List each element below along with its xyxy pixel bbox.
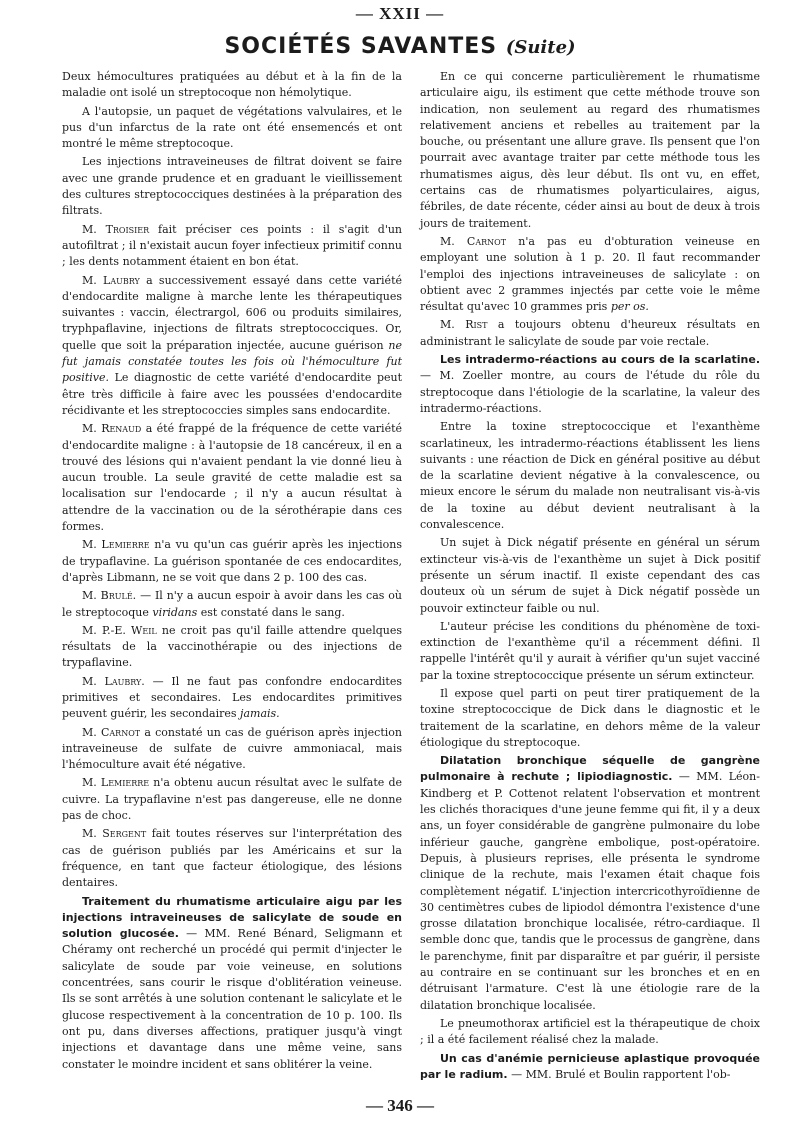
paragraph — [62, 222, 402, 271]
speaker-name: M. Laubry — [82, 273, 140, 287]
paragraph — [62, 826, 402, 891]
speaker-name: M. Rist — [440, 318, 488, 332]
paragraph-text: a successivement essayé dans cette variété d'endocardite maligne à marche lente les thérapeutiques suivantes : vaccin, électrargol, 606 ou produits similaires, tryphpaflavine, injections de filtrats streptococciques. Or, quelle que soit la préparation injectée, aucune guérison — [62, 273, 402, 352]
paragraph — [420, 1051, 760, 1084]
italic-text: ne fut jamais constatée toutes les fois où l'hémoculture fut positive. — [62, 338, 402, 385]
speaker-name: M. Lemierre — [82, 538, 150, 552]
paragraph-text: ne croit pas qu'il faille attendre quelques résultats de la vaccinothérapie ou des injections de trypaflavine. — [62, 623, 402, 670]
paragraph-text: Les injections intraveineuses de filtrat doivent se faire avec une grande prudence et en graduant le vieillissement des cultures streptococciques destinées à la préparation des filtrats. — [62, 155, 402, 218]
paragraph-heading: Traitement du rhumatisme articulaire aigu par les injections intraveineuses de salicylate de soude en solution glucosée. — [62, 894, 402, 941]
section-title-suffix: (Suite) — [505, 37, 576, 58]
speaker-name: M. Troisier — [82, 222, 150, 236]
paragraph-text: — MM. René Bénard, Seligmann et Chéramy ont recherché un procédé qui permit d'injecter le salicylate de soude par voie veineuse, en solutions concentrées, sans courir le risque d'oblitération veineuse. Ils se sont arrêtés à une solution contenant le salicylate et le glucose respectivement à la concentration de 10 p. 100. Ils ont pu, dans diverses affections, pratiquer jusqu'à vingt injections et davantage dans une même veine, sans constater le moindre incident et sans oblitérer la veine. — [62, 927, 403, 1071]
speaker-name: M. P.-E. Weil — [82, 623, 157, 637]
paragraph-text: a constaté un cas de guérison après injection intraveineuse de sulfate de cuivre ammoniacal, mais l'hémoculture avait été négative. — [62, 725, 402, 772]
paragraph-heading: Les intradermo-réactions au cours de la scarlatine. — [440, 353, 760, 367]
left-column — [62, 69, 402, 1075]
italic-text: viridans — [152, 605, 198, 619]
paragraph — [420, 234, 760, 315]
paragraph-text: fait toutes réserves sur l'interprétation des cas de guérison publiés par les Américains et sur la fréquence, en tant que facteur étiologique, des lésions dentaires. — [62, 827, 402, 890]
paragraph — [420, 352, 760, 417]
paragraph — [62, 623, 402, 672]
paragraph — [62, 104, 402, 153]
paragraph — [62, 674, 402, 723]
paragraph-text: fait préciser ces points : il s'agit d'un autofiltrat ; il n'existait aucun foyer infectieux primitif connu ; les dents notamment étaient en bon état. — [62, 222, 403, 269]
paragraph — [62, 69, 402, 102]
paragraph — [62, 273, 402, 420]
speaker-name: M. Brulé. — [82, 589, 137, 603]
paragraph-text: n'a obtenu aucun résultat avec le sulfate de cuivre. La trypaflavine n'est pas dangereuse, elle ne donne pas de choc. — [62, 776, 403, 823]
paragraph — [420, 619, 760, 684]
roman-page-number: — XXII — — [355, 4, 445, 23]
paragraph-text: A l'autopsie, un paquet de végétations valvulaires, et le pus d'un infarctus de la rate ont été ensemencés et ont montré le même streptocoque. — [62, 104, 402, 151]
paragraph — [420, 535, 760, 616]
paragraph — [62, 537, 402, 586]
paragraph — [62, 421, 402, 535]
section-title — [0, 34, 800, 59]
speaker-name: M. Carnot — [440, 234, 507, 248]
paragraph-text: n'a pas eu d'obturation veineuse en employant une solution à 1 p. 20. Il faut recommander l'emploi des injections intraveineuses de salicylate : on obtient avec 2 grammes injectés par cette voie le même résultat qu'avec 10 grammes pris — [420, 234, 761, 314]
paragraph-text: — MM. Brulé et Boulin rapportent l'ob- — [511, 1067, 731, 1081]
paragraph-heading: Un cas d'anémie pernicieuse aplastique provoquée par le radium. — [420, 1051, 760, 1081]
paragraph-text: n'a vu qu'un cas guérir après les injections de trypaflavine. La guérison spontanée de ces endocardites, d'après Libmann, ne se voit que dans 2 p. 100 des cas. — [62, 538, 402, 584]
paragraph — [62, 154, 402, 219]
paragraph — [62, 894, 402, 1073]
italic-text: per os. — [610, 300, 649, 314]
section-title-text: SOCIÉTÉS SAVANTES — [224, 34, 498, 59]
paragraph-text: Un sujet à Dick négatif présente en général un sérum extincteur vis-à-vis de l'exanthème un sujet à Dick positif présente un sérum inactif. Il existe cependant des cas douteux où un sérum de sujet à Dick négatif possède un pouvoir extincteur faible ou nul. — [420, 536, 760, 615]
speaker-name: M. Sergent — [82, 827, 147, 841]
right-column — [420, 69, 760, 1085]
paragraph-text-continued: est constaté dans le sang. — [200, 605, 345, 619]
paragraph-text: a toujours obtenu d'heureux résultats en administrant le salicylate de soude par voie rectale. — [420, 318, 760, 348]
paragraph — [420, 753, 760, 1014]
paragraph — [420, 69, 760, 232]
paragraph — [62, 725, 402, 774]
paragraph-text-continued: Le diagnostic de cette variété d'endocardite peut être très difficile à faire avec les poussées d'endocardite récidivante et les streptococcies simples sans endocardite. — [62, 371, 403, 417]
paragraph-text: Deux hémocultures pratiquées au début et à la fin de la maladie ont isolé un streptocoque non hémolytique. — [62, 70, 402, 100]
speaker-name: M. Carnot — [82, 725, 141, 739]
paragraph-text: Entre la toxine streptococcique et l'exanthème scarlatineux, les intradermo-réactions établissent les liens suivants : une réaction de Dick en général positive au début de la scarlatine devient négative à la convalescence, ou mieux encore le sérum du malade non neutralisant vis-à-vis de la toxine au début devient neutralisant à la convalescence. — [420, 420, 760, 532]
italic-text: jamais. — [240, 707, 280, 721]
paragraph-text: Le pneumothorax artificiel est la thérapeutique de choix ; il a été facilement réalisé chez la malade. — [420, 1016, 760, 1047]
paragraph-text: a été frappé de la fréquence de cette variété d'endocardite maligne : à l'autopsie de 18 cancéreux, il en a trouvé des lésions qui n'avaient pendant la vie donné lieu à aucun trouble. La seule gravité de cette maladie est sa localisation sur l'endocarde ; il n'y a aucun résultat à attendre de la vaccination ou de la sérothérapie dans ces formes. — [62, 422, 403, 534]
page-number: — 346 — — [366, 1096, 434, 1115]
paragraph-text: — M. Zoeller montre, au cours de l'étude du rôle du streptocoque dans l'étiologie de la scarlatine, la valeur des intradermo-réactions. — [420, 369, 760, 415]
paragraph-text: En ce qui concerne particulièrement le rhumatisme articulaire aigu, ils estiment que cette méthode trouve son indication, non seulement au regard des rhumatismes relativement anciens et rebelles au traitement par la bouche, ou présentant une allure grave. Ils pensent que l'on pourrait avec avantage traiter par cette méthode tous les rhumatismes aigus, dès leur début. Ils ont vu, en effet, certains cas de rhumatismes polyarticulaires, aigus, fébriles, de date récente, céder ainsi au bout de deux à trois jours de traitement. — [420, 70, 760, 230]
paragraph-heading: Dilatation bronchique séquelle de gangrène pulmonaire à rechute ; lipiodiagnostic. — [420, 754, 760, 784]
speaker-name: M. Laubry. — [82, 674, 145, 688]
paragraph-text: Il expose quel parti on peut tirer pratiquement de la toxine streptococcique de Dick dans le diagnostic et le traitement de la scarlatine, en dehors même de la valeur étiologique du streptocoque. — [420, 686, 760, 749]
paragraph — [420, 419, 760, 533]
paragraph — [62, 775, 402, 824]
paragraph-text: — MM. Léon-Kindberg et P. Cottenot relatent l'observation et montrent les clichés thoraciques d'une jeune femme qui fit, il y a deux ans, un foyer considérable de gangrène pulmonaire du lobe inférieur gauche, gangrène embolique, post-opératoire. Depuis, à plusieurs reprises, elle présenta le syndrome clinique de la rechute, mais l'examen était chaque fois complètement négatif. L'injection intercricothyroïdienne de 30 centimètres cubes de lipiodol démontra l'existence d'une grosse dilatation bronchique localisée, rétro-cardiaque. Il semble donc que, tandis que le processus de gangrène, dans le parenchyme, finit par disparaître et par guérir, il persiste au contraire en se continuant sur les bronches et en en détruisant l'armature. C'est là une étiologie rare de la dilatation bronchique localisée. — [420, 770, 760, 1012]
speaker-name: M. Lemierre — [82, 776, 150, 790]
paragraph — [420, 317, 760, 350]
paragraph — [420, 686, 760, 751]
paragraph — [420, 1016, 760, 1049]
paragraph-text: — Il ne faut pas confondre endocardites primitives et secondaires. Les endocardites primitives peuvent guérir, les secondaires — [62, 674, 402, 721]
paragraph-text: L'auteur précise les conditions du phénomène de toxi-extinction de l'exanthème qu'il a récemment défini. Il rappelle l'intérêt qu'il y aurait à vérifier qu'un sujet vacciné par la toxine streptococcique présente un sérum extincteur. — [420, 619, 760, 682]
paragraph — [62, 588, 402, 621]
paragraph-text: — Il n'y a aucun espoir à avoir dans les cas où le streptocoque — [62, 589, 403, 619]
speaker-name: M. Renaud — [82, 422, 142, 436]
